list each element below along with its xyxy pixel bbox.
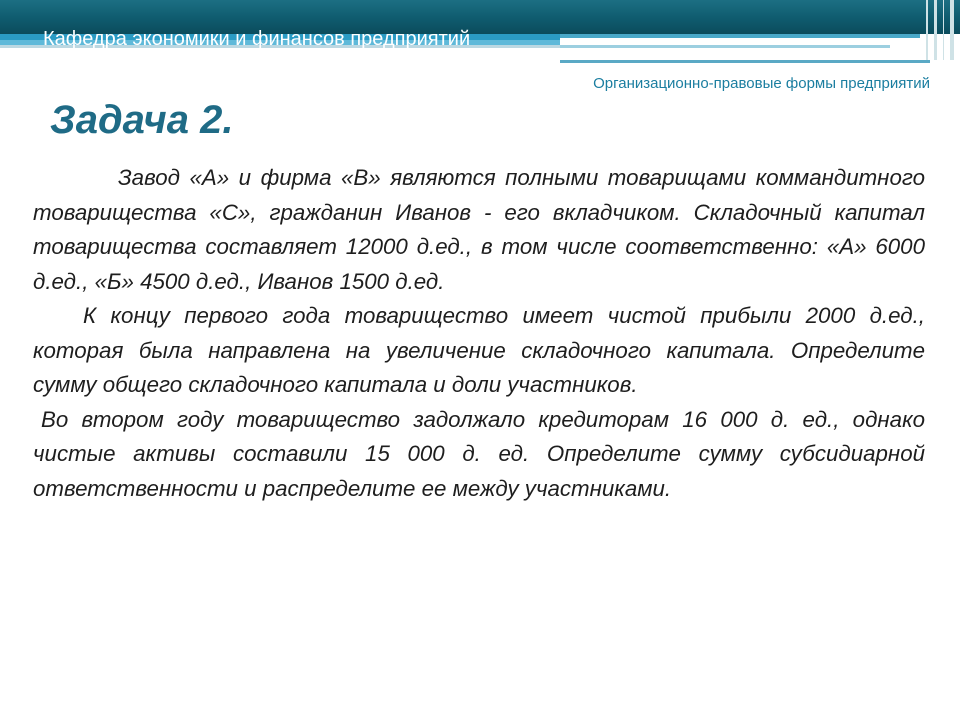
vertical-stripe: [926, 0, 928, 60]
task-paragraph: Во втором году товарищество задолжало кредиторам 16 000 д. ед., однако чистые активы составили 15 000 д. ед. Определите сумму субсидиарной ответственности и распределите ее между участниками.: [33, 406, 925, 501]
vertical-stripe: [934, 0, 937, 60]
header-accent-stripe: [560, 45, 890, 48]
header-accent-stripe: [560, 60, 930, 63]
department-name: Кафедра экономики и финансов предприятий: [43, 28, 471, 50]
task-paragraph: Завод «А» и фирма «В» являются полными товарищами коммандитного товарищества «С», гражданин Иванов - его вкладчиком. Складочный капитал товарищества составляет 12000 д.ед., в том числе соответственно: «А» 6000 д.ед., «Б» 4500 д.ед., Иванов 1500 д.ед.: [33, 165, 925, 294]
vertical-stripe: [943, 0, 944, 60]
slide-topic: Организационно-правовые формы предприятий: [593, 75, 930, 92]
task-title: Задача 2.: [50, 98, 234, 142]
header-vertical-stripes: [920, 0, 960, 60]
task-body: [33, 161, 925, 506]
header-accent-stripe: [560, 34, 920, 38]
vertical-stripe: [950, 0, 954, 60]
task-paragraph: К концу первого года товарищество имеет чистой прибыли 2000 д.ед., которая была направлена на увеличение складочного капитала. Определите сумму общего складочного капитала и доли участников.: [33, 303, 925, 397]
